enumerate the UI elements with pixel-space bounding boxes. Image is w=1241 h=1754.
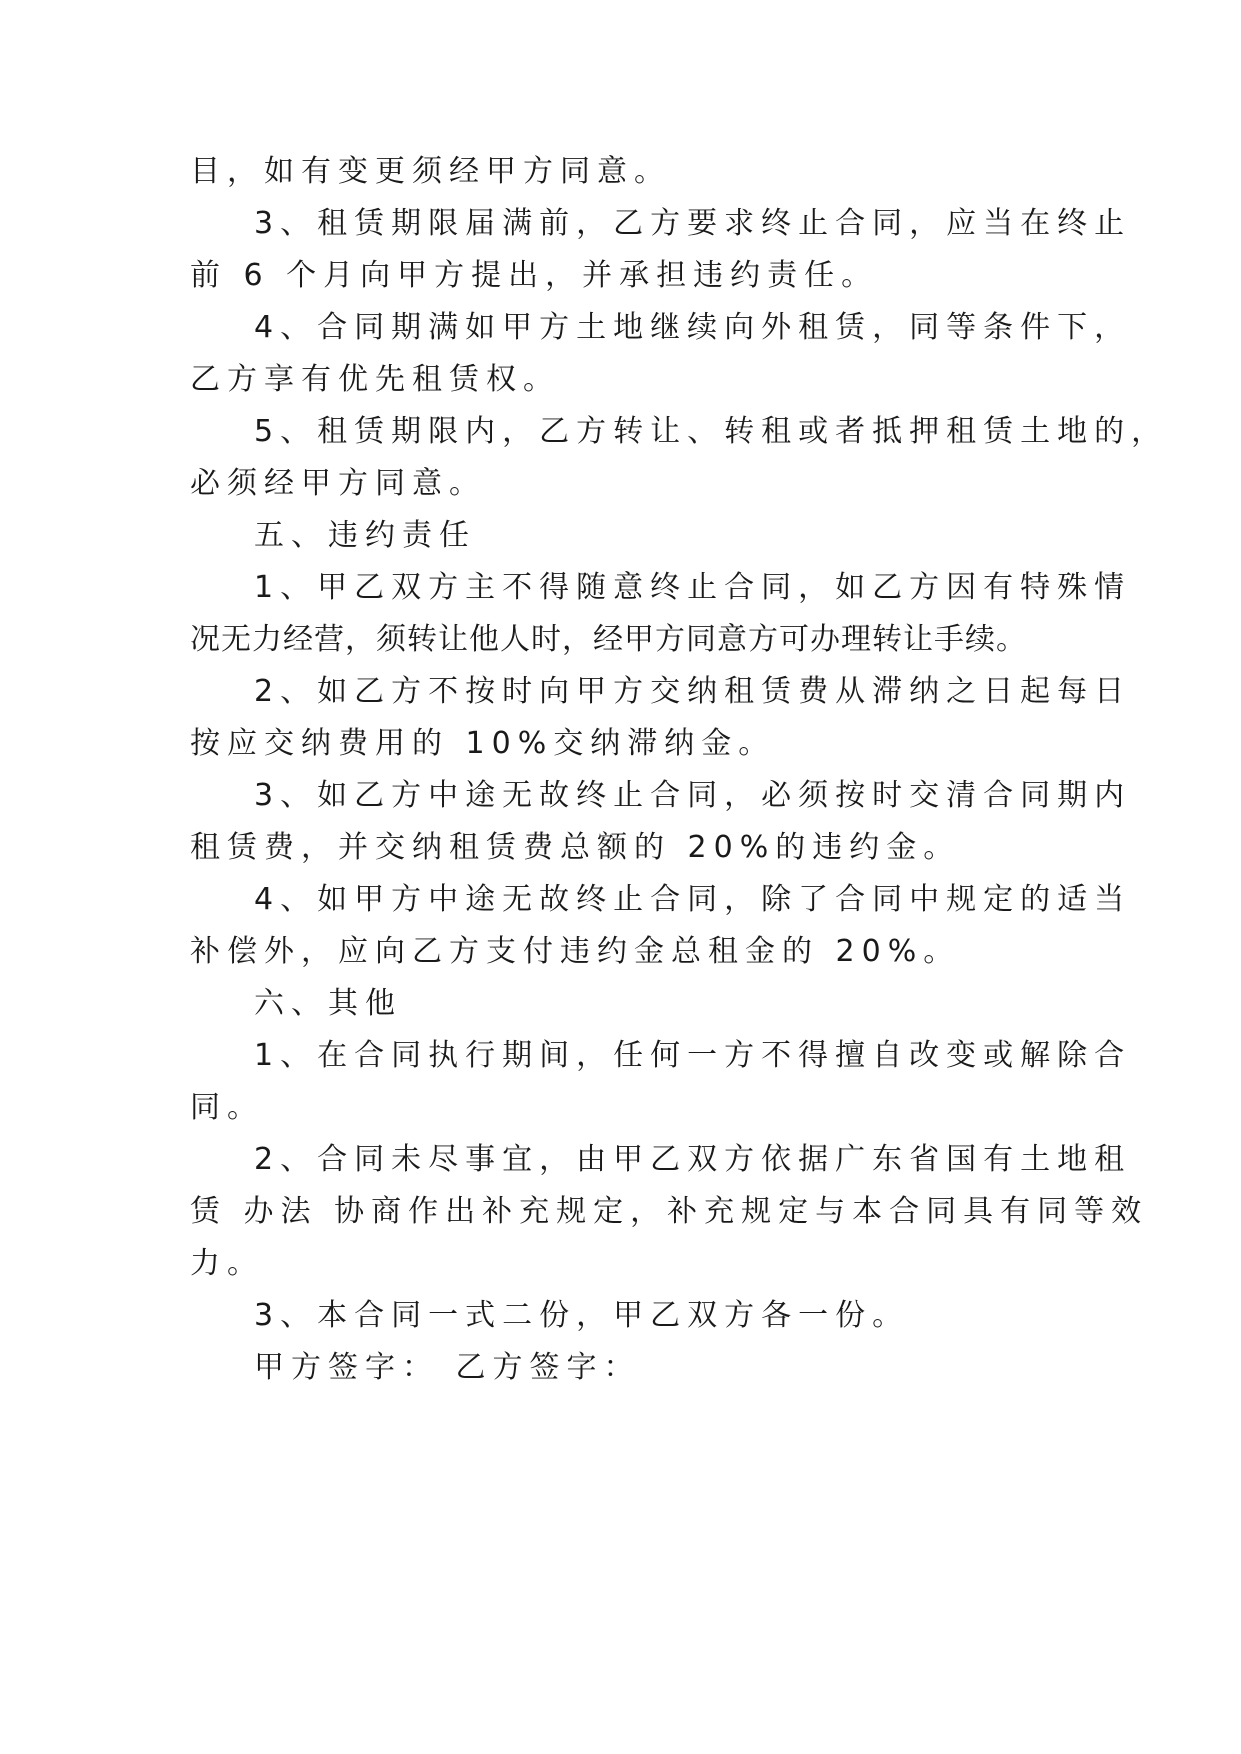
section-heading-breach: 五、违约责任 [254, 518, 476, 553]
signature-line: 甲方签字： 乙方签字： [254, 1350, 641, 1385]
clause-5-1-line-1: 1、甲乙双方主不得随意终止合同，如乙方因有特殊情 [254, 570, 1132, 605]
clause-6-2-line-2: 赁 办法 协商作出补充规定，补充规定与本合同具有同等效 [190, 1194, 1149, 1229]
clause-4-5-line-2: 必须经甲方同意。 [190, 466, 486, 501]
clause-5-2-line-2: 按应交纳费用的 10%交纳滞纳金。 [190, 726, 776, 761]
clause-6-1-line-2: 同。 [190, 1090, 264, 1125]
clause-5-4-line-2: 补偿外，应向乙方支付违约金总租金的 20%。 [190, 934, 961, 969]
clause-6-1-line-1: 1、在合同执行期间，任何一方不得擅自改变或解除合 [254, 1038, 1132, 1073]
clause-5-3-line-2: 租赁费，并交纳租赁费总额的 20%的违约金。 [190, 830, 961, 865]
clause-4-3-line-1: 3、租赁期限届满前，乙方要求终止合同，应当在终止 [254, 206, 1132, 241]
clause-4-4-line-2: 乙方享有优先租赁权。 [190, 362, 560, 397]
clause-6-2-line-1: 2、合同未尽事宜，由甲乙双方依据广东省国有土地租 [254, 1142, 1132, 1177]
clause-5-3-line-1: 3、如乙方中途无故终止合同，必须按时交清合同期内 [254, 778, 1132, 813]
clause-4-5-line-1: 5、租赁期限内，乙方转让、转租或者抵押租赁土地的， [254, 414, 1169, 449]
section-heading-other: 六、其他 [254, 986, 402, 1021]
clause-5-2-line-1: 2、如乙方不按时向甲方交纳租赁费从滞纳之日起每日 [254, 674, 1132, 709]
text-line-1: 目，如有变更须经甲方同意。 [190, 154, 671, 189]
clause-5-4-line-1: 4、如甲方中途无故终止合同，除了合同中规定的适当 [254, 882, 1132, 917]
clause-5-1-line-2: 况无力经营，须转让他人时，经甲方同意方可办理转让手续。 [190, 622, 1027, 657]
clause-6-2-line-3: 力。 [190, 1246, 264, 1281]
clause-6-3-line-1: 3、本合同一式二份，甲乙双方各一份。 [254, 1298, 910, 1333]
clause-4-3-line-2: 前 6 个月向甲方提出，并承担违约责任。 [190, 258, 879, 293]
clause-4-4-line-1: 4、合同期满如甲方土地继续向外租赁，同等条件下， [254, 310, 1132, 345]
